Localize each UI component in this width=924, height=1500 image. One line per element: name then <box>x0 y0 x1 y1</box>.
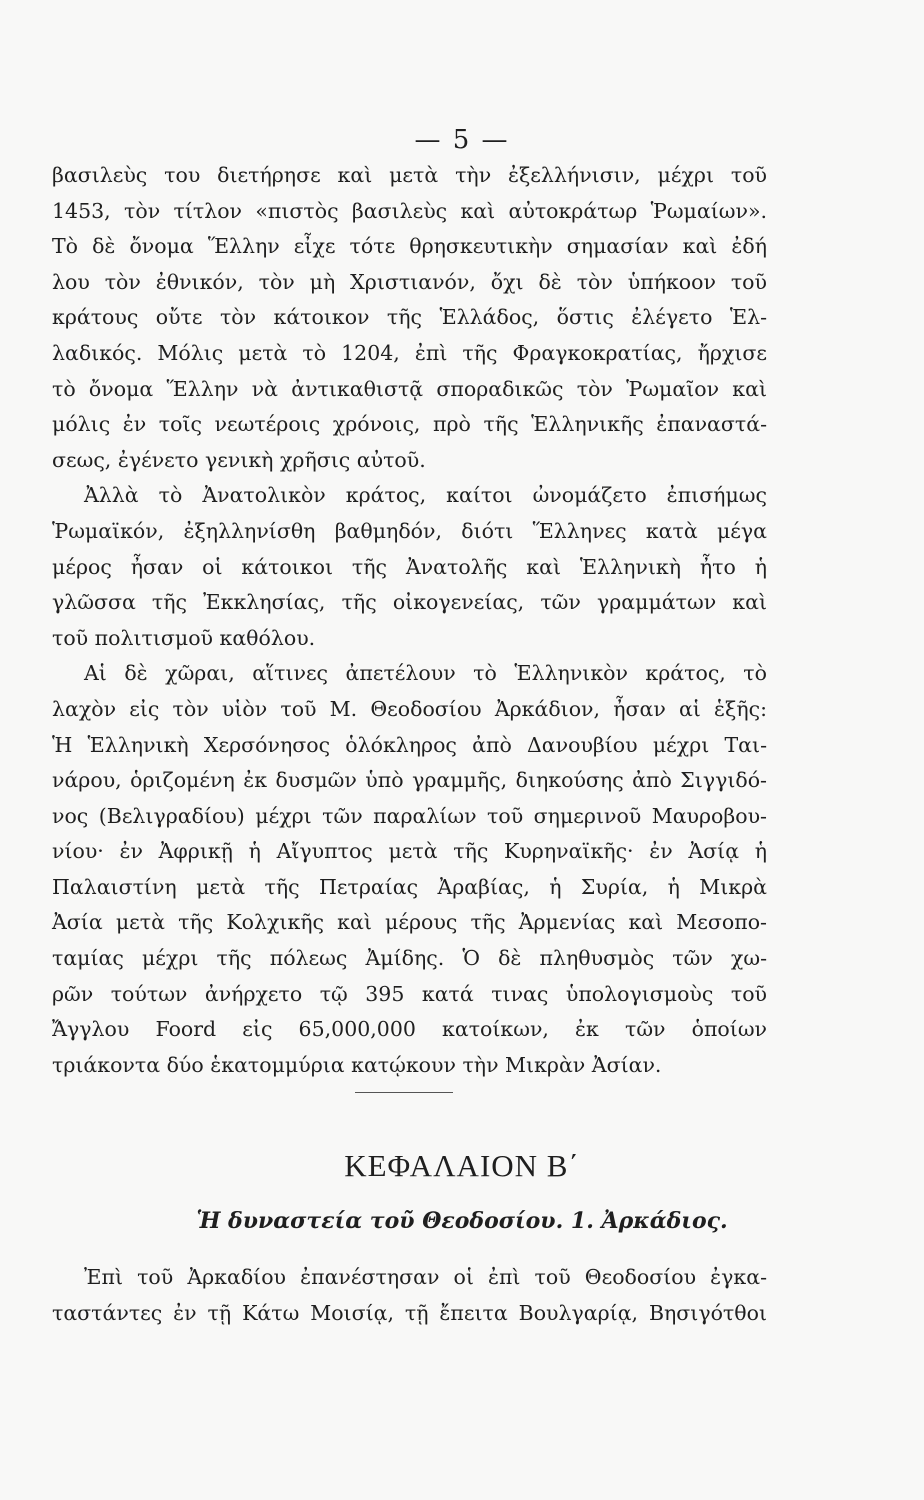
text-line: Αἱ δὲ χῶραι, αἵτινες ἀπετέλουν τὸ Ἑλληνικὸν κράτος, τὸ <box>84 661 767 686</box>
text-line: μόλις ἐν τοῖς νεωτέροις χρόνοις, πρὸ τῆς Ἑλληνικῆς ἐπαναστά- <box>52 412 767 437</box>
text-line: νίου· ἐν Ἀφρικῇ ἡ Αἴγυπτος μετὰ τῆς Κυρηναϊκῆς· ἐν Ἀσίᾳ ἡ <box>52 839 767 864</box>
text-line: νος (Βελιγραδίου) μέχρι τῶν παραλίων τοῦ σημερινοῦ Μαυροβου- <box>52 803 767 828</box>
text-line: σεως, ἐγένετο γενικὴ χρῆσις αὐτοῦ. <box>52 447 426 472</box>
text-line: ταστάντες ἐν τῇ Κάτω Μοισίᾳ, τῇ ἔπειτα Βουλγαρίᾳ, Βησιγότθοι <box>52 1300 767 1325</box>
text-line: Ἡ Ἑλληνικὴ Χερσόνησος ὁλόκληρος ἀπὸ Δανουβίου μέχρι Ται- <box>52 732 767 757</box>
text-line: Παλαιστίνη μετὰ τῆς Πετραίας Ἀραβίας, ἡ Συρία, ἡ Μικρὰ <box>52 874 767 899</box>
chapter-text-block <box>52 1260 767 1331</box>
text-line: κράτους οὔτε τὸν κάτοικον τῆς Ἑλλάδος, ὅστις ἐλέγετο Ἑλ- <box>52 305 767 330</box>
page-number: — 5 — <box>414 125 510 155</box>
text-line: Τὸ δὲ ὄνομα Ἕλλην εἶχε τότε θρησκευτικὴν σημασίαν καὶ ἐδή <box>52 234 767 259</box>
text-line: γλῶσσα τῆς Ἐκκλησίας, τῆς οἰκογενείας, τῶν γραμμάτων καὶ <box>52 590 767 615</box>
section-divider <box>355 1092 453 1093</box>
text-line: Ἀσία μετὰ τῆς Κολχικῆς καὶ μέρους τῆς Ἀρμενίας καὶ Μεσοπο- <box>52 910 767 935</box>
text-line: τοῦ πολιτισμοῦ καθόλου. <box>52 625 316 650</box>
text-line: λαδικός. Μόλις μετὰ τὸ 1204, ἐπὶ τῆς Φραγκοκρατίας, ἤρχισε <box>52 340 767 365</box>
text-line: Ἀλλὰ τὸ Ἀνατολικὸν κράτος, καίτοι ὠνομάζετο ἐπισήμως <box>84 483 767 508</box>
text-line: Ῥωμαϊκόν, ἐξηλληνίσθη βαθμηδόν, διότι Ἕλληνες κατὰ μέγα <box>52 518 767 543</box>
text-line: τριάκοντα δύο ἑκατομμύρια κατῴκουν τὴν Μικρὰν Ἀσίαν. <box>52 1052 662 1077</box>
chapter-subtitle: Ἡ δυναστεία τοῦ Θεοδοσίου. 1. Ἀρκάδιος. <box>196 1208 728 1234</box>
text-line: βασιλεὺς του διετήρησε καὶ μετὰ τὴν ἐξελλήνισιν, μέχρι τοῦ <box>52 163 767 187</box>
text-line: τὸ ὄνομα Ἕλλην νὰ ἀντικαθιστᾷ σποραδικῶς τὸν Ῥωμαῖον καὶ <box>52 376 767 401</box>
text-line: μέρος ἦσαν οἱ κάτοικοι τῆς Ἀνατολῆς καὶ Ἑλληνικὴ ἦτο ἡ <box>52 554 767 579</box>
chapter-title: ΚΕΦΑΛΑΙΟΝ Β΄ <box>344 1148 580 1183</box>
text-line: ρῶν τούτων ἀνήρχετο τῷ 395 κατά τινας ὑπολογισμοὺς τοῦ <box>52 981 767 1006</box>
text-line: Ἄγγλου Foord εἰς 65,000,000 κατοίκων, ἐκ τῶν ὁποίων <box>52 1017 767 1042</box>
text-line: ταμίας μέχρι τῆς πόλεως Ἀμίδης. Ὁ δὲ πληθυσμὸς τῶν χω- <box>52 946 767 971</box>
text-line: 1453, τὸν τίτλον «πιστὸς βασιλεὺς καὶ αὐτοκράτωρ Ῥωμαίων». <box>52 198 767 223</box>
text-line: λου τὸν ἐθνικόν, τὸν μὴ Χριστιανόν, ὄχι δὲ τὸν ὑπήκοον τοῦ <box>52 269 767 294</box>
text-line: λαχὸν εἰς τὸν υἱὸν τοῦ Μ. Θεοδοσίου Ἀρκάδιον, ἦσαν αἱ ἑξῆς: <box>52 696 767 721</box>
main-text-block <box>52 158 767 1083</box>
text-line: νάρου, ὁριζομένη ἐκ δυσμῶν ὑπὸ γραμμῆς, διηκούσης ἀπὸ Σιγγιδό- <box>52 768 767 793</box>
text-line: Ἐπὶ τοῦ Ἀρκαδίου ἐπανέστησαν οἱ ἐπὶ τοῦ Θεοδοσίου ἐγκα- <box>84 1265 767 1289</box>
